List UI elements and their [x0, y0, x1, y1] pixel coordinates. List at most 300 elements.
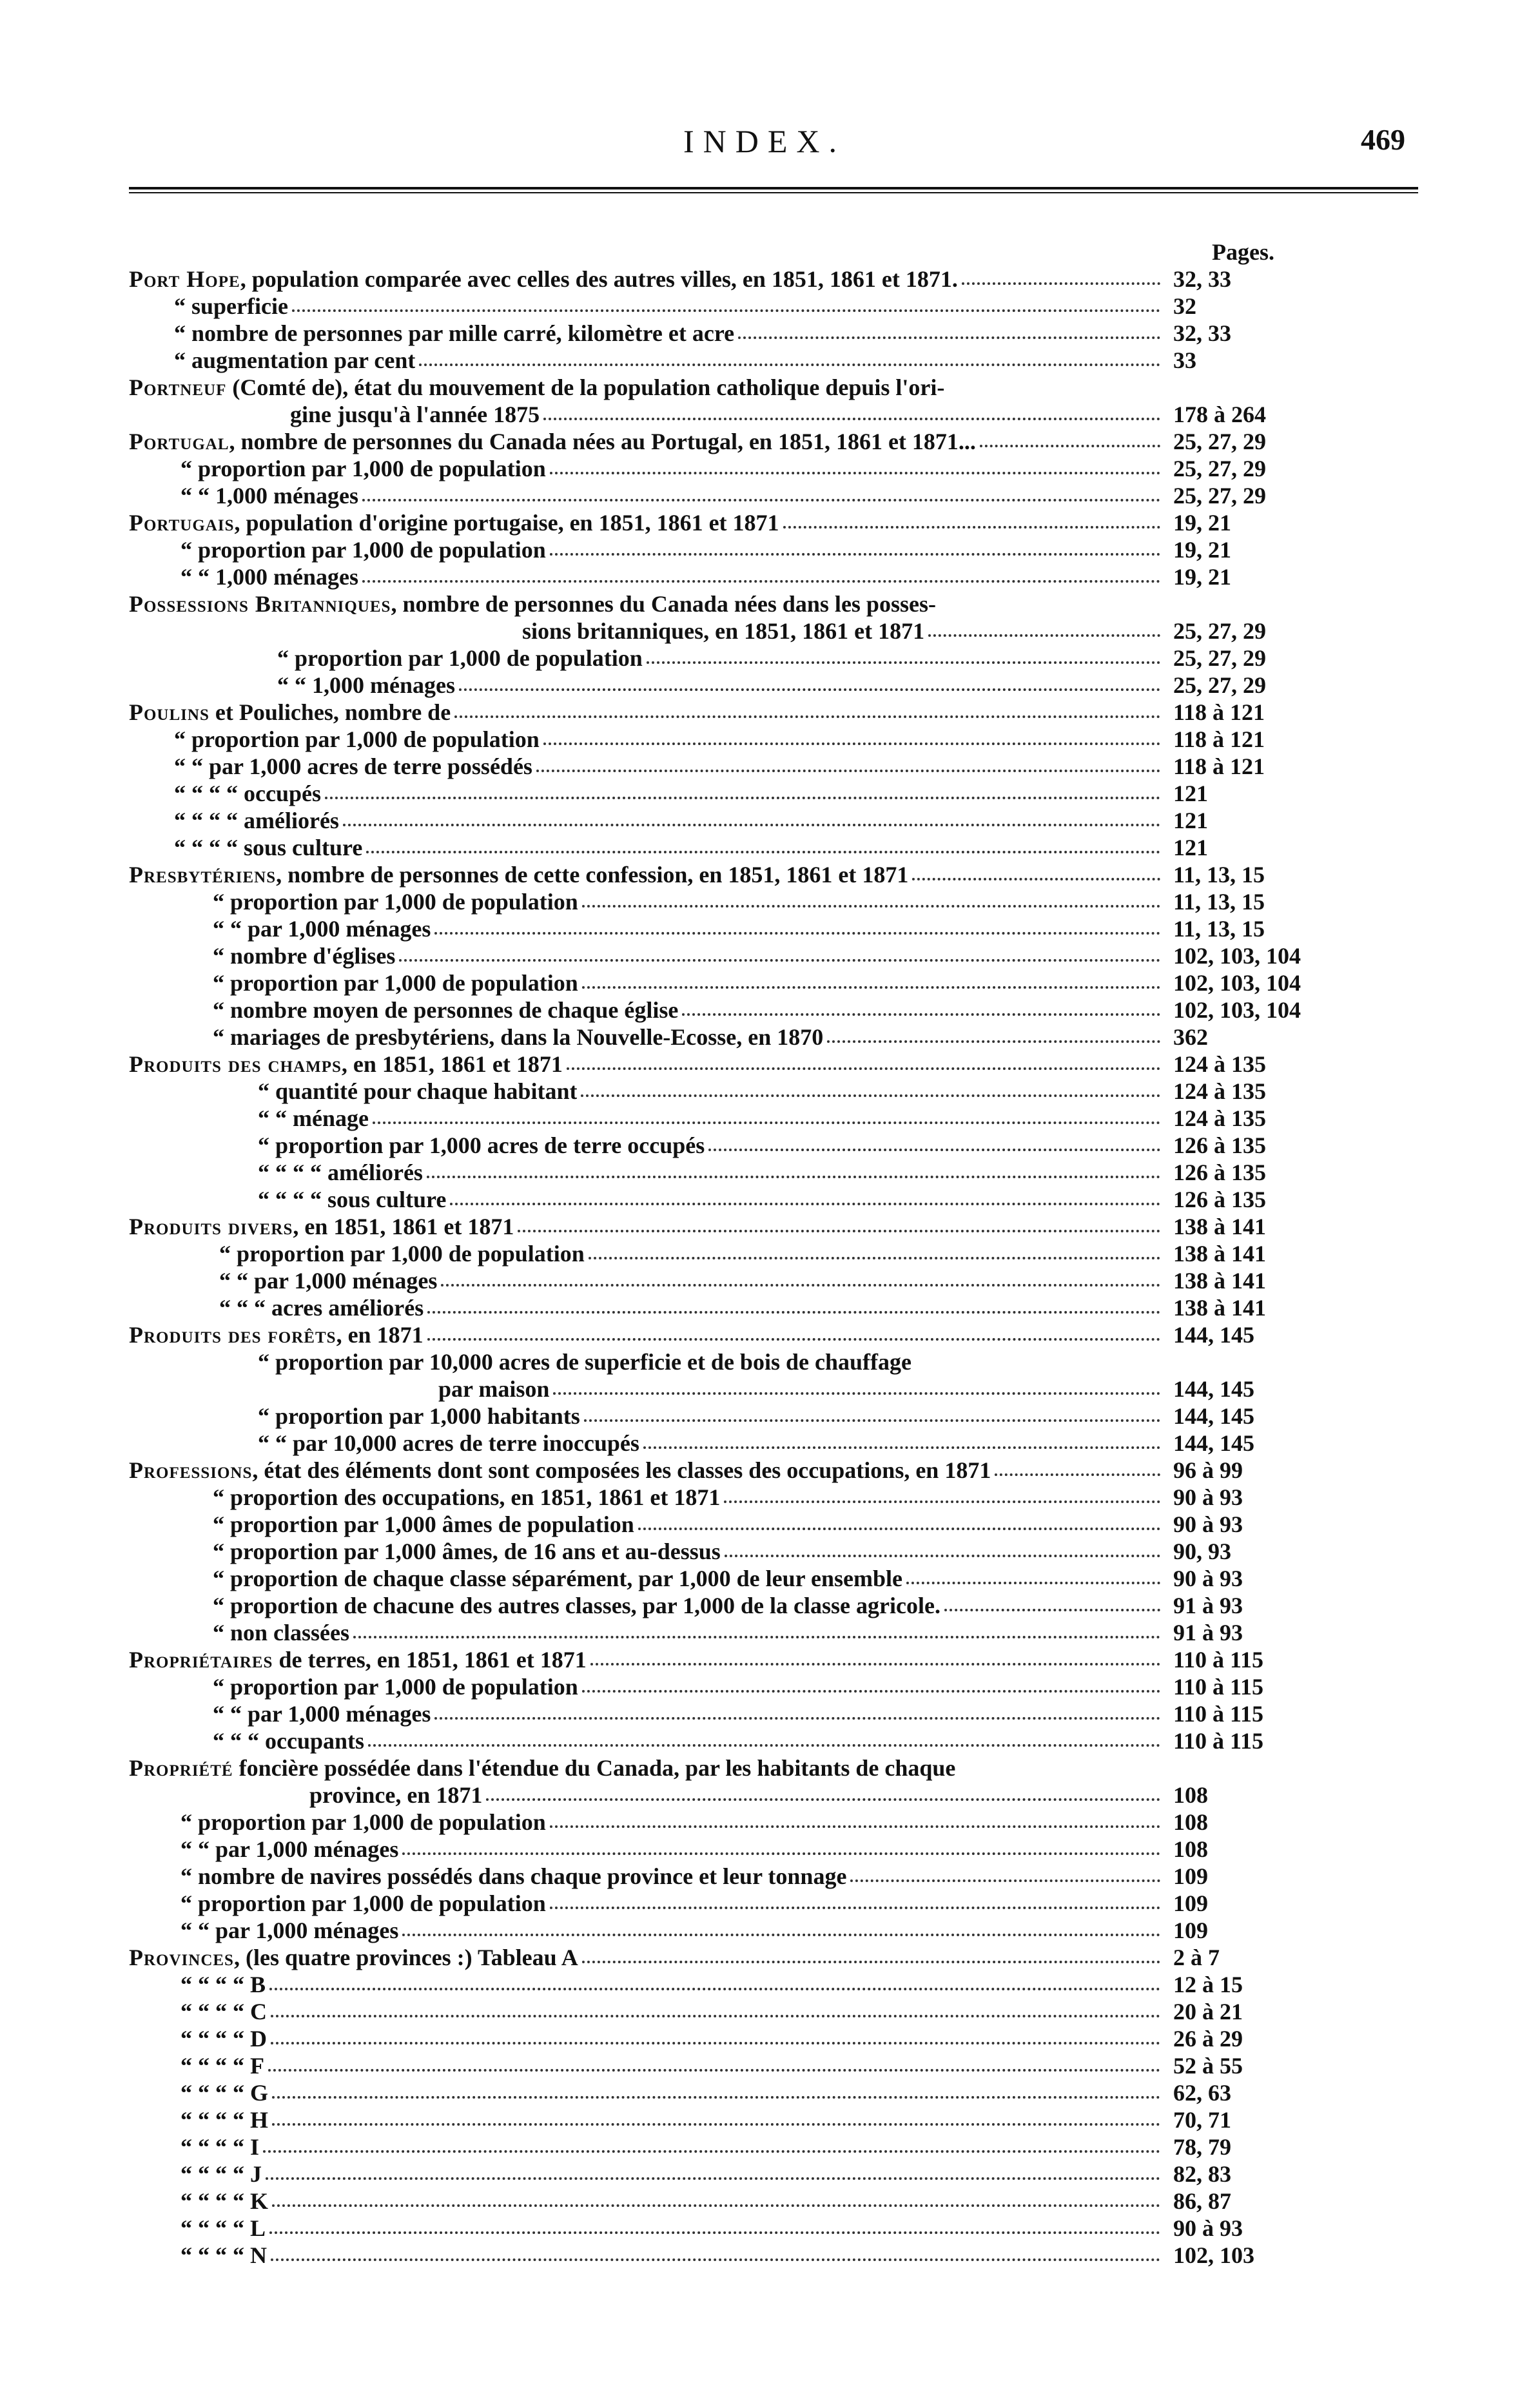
index-entry — [129, 915, 1354, 942]
dot-leader — [924, 617, 1164, 645]
entry-description: , (les quatre provinces :) Tableau A — [233, 1945, 578, 1970]
entry-description: “ proportion par 10,000 acres de superficie et de bois de chauffage — [258, 1349, 911, 1375]
entry-text — [174, 807, 339, 834]
index-entry — [129, 1917, 1354, 1944]
index-entry — [129, 1105, 1354, 1132]
entry-description: “ “ ménage — [258, 1105, 369, 1131]
entry-pages: 110 à 115 — [1173, 1701, 1264, 1727]
index-entry — [129, 1375, 1354, 1403]
dot-leader — [976, 428, 1164, 455]
dot-leader — [424, 1321, 1164, 1348]
dot-leader — [431, 1700, 1164, 1727]
index-entry — [129, 1700, 1354, 1727]
entry-pages: 126 à 135 — [1173, 1132, 1266, 1158]
entry-text — [129, 509, 779, 536]
entry-description: “ “ 1,000 ménages — [180, 564, 358, 590]
index-entry — [129, 1592, 1354, 1619]
dot-leader — [349, 1619, 1164, 1646]
dot-leader — [546, 1890, 1164, 1917]
dot-leader — [578, 1673, 1164, 1700]
dot-leader — [846, 1863, 1164, 1890]
entry-description: sions britanniques, en 1851, 1861 et 1871 — [522, 618, 925, 644]
entry-description: “ proportion par 1,000 âmes, de 16 ans et au-dessus — [213, 1539, 721, 1564]
entry-pages: 109 — [1173, 1890, 1208, 1916]
entry-text — [277, 645, 643, 672]
entry-description: “ “ par 1,000 ménages — [213, 1701, 431, 1727]
entry-heading: Portugal — [129, 429, 229, 454]
entry-text — [129, 699, 451, 726]
entry-text — [213, 969, 578, 996]
entry-description: “ “ “ acres améliorés — [219, 1295, 424, 1321]
entry-pages: 102, 103, 104 — [1173, 970, 1301, 996]
entry-description: “ “ “ “ améliorés — [174, 808, 339, 833]
entry-text — [129, 266, 958, 293]
entry-text — [213, 1592, 940, 1619]
entry-text — [174, 347, 415, 374]
index-entry — [129, 888, 1354, 915]
entry-text — [258, 1159, 423, 1186]
entry-text — [180, 1863, 846, 1890]
entry-text — [180, 1998, 267, 2025]
index-entry — [129, 2188, 1354, 2215]
entry-text — [180, 1836, 398, 1863]
entry-pages: 90 à 93 — [1173, 2215, 1243, 2241]
dot-leader — [423, 1159, 1164, 1186]
entry-description: “ nombre moyen de personnes de chaque église — [213, 997, 679, 1023]
dot-leader — [823, 1024, 1164, 1051]
dot-leader — [268, 2079, 1164, 2106]
dot-leader — [358, 563, 1164, 590]
index-entry — [129, 1457, 1354, 1484]
index-entry — [129, 2079, 1354, 2106]
index-entry — [129, 1024, 1354, 1051]
dot-leader — [578, 969, 1164, 996]
entry-pages: 20 à 21 — [1173, 1999, 1243, 2024]
dot-leader — [431, 915, 1164, 942]
entry-description: “ proportion par 1,000 de population — [180, 1809, 546, 1835]
entry-description: “ nombre d'églises — [213, 943, 396, 969]
index-entry — [129, 1403, 1354, 1430]
dot-leader — [267, 2242, 1164, 2269]
index-entry — [129, 266, 1354, 293]
entry-description: “ “ par 1,000 ménages — [219, 1268, 438, 1294]
entry-description: “ “ 1,000 ménages — [277, 672, 455, 698]
entry-text — [180, 2079, 268, 2106]
dot-leader — [415, 347, 1164, 374]
dot-leader — [268, 2188, 1164, 2215]
entry-text — [129, 428, 976, 455]
index-entry — [129, 1673, 1354, 1700]
entry-description: “ “ “ “ C — [180, 1999, 267, 2024]
page-title: INDEX. — [683, 123, 846, 159]
dot-leader — [546, 455, 1164, 482]
entry-text — [213, 1024, 823, 1051]
entry-text — [180, 2188, 268, 2215]
entry-text — [213, 1727, 364, 1754]
entry-text — [180, 2052, 264, 2079]
entry-description: , nombre de personnes de cette confession, en 1851, 1861 et 1871 — [276, 862, 909, 888]
index-entry — [129, 320, 1354, 347]
entry-description: “ “ “ “ sous culture — [174, 835, 363, 860]
entry-description: “ “ “ occupants — [213, 1728, 365, 1754]
entry-pages: 124 à 135 — [1173, 1051, 1266, 1077]
entry-text — [213, 1538, 721, 1565]
index-entry — [129, 1159, 1354, 1186]
dot-leader — [563, 1051, 1164, 1078]
entry-description: “ augmentation par cent — [174, 347, 416, 373]
entry-text — [258, 1430, 639, 1457]
entry-text — [174, 834, 362, 861]
entry-description: “ superficie — [174, 293, 288, 319]
entry-pages: 126 à 135 — [1173, 1187, 1266, 1212]
entry-description: “ proportion par 1,000 de population — [213, 889, 578, 915]
dot-leader — [587, 1646, 1164, 1673]
dot-leader — [532, 753, 1164, 780]
dot-leader — [482, 1782, 1164, 1809]
entry-description: “ quantité pour chaque habitant — [258, 1078, 578, 1104]
entry-description: “ proportion par 1,000 de population — [180, 456, 546, 481]
entry-text — [213, 915, 431, 942]
entry-text — [277, 672, 455, 699]
entry-description: “ mariages de presbytériens, dans la Nouvelle-Ecosse, en 1870 — [213, 1024, 824, 1050]
index-entry — [129, 2242, 1354, 2269]
entry-pages: 138 à 141 — [1173, 1214, 1266, 1239]
index-entry — [129, 672, 1354, 699]
index-entry — [129, 1213, 1354, 1240]
entry-heading: Propriété — [129, 1755, 233, 1781]
dot-leader — [398, 1917, 1164, 1944]
entry-description: , nombre de personnes du Canada nées au Portugal, en 1851, 1861 et 1871... — [229, 429, 976, 454]
entry-description: “ “ par 1,000 ménages — [180, 1836, 399, 1862]
entry-text — [129, 1646, 587, 1673]
page-number: 469 — [1361, 123, 1405, 156]
entry-pages: 19, 21 — [1173, 510, 1231, 536]
dot-leader — [678, 996, 1164, 1024]
dot-leader — [262, 2160, 1164, 2188]
entry-text — [438, 1375, 549, 1403]
entry-pages: 33 — [1173, 347, 1196, 373]
entry-pages: 110 à 115 — [1173, 1674, 1264, 1700]
entry-text — [129, 1051, 563, 1078]
entry-text — [180, 536, 546, 563]
entry-heading: Propriétaires — [129, 1647, 273, 1673]
entry-pages: 90 à 93 — [1173, 1484, 1243, 1510]
entry-heading: Produits divers — [129, 1214, 293, 1239]
entry-description: , en 1871 — [336, 1322, 424, 1348]
entry-pages: 144, 145 — [1173, 1403, 1254, 1429]
entry-pages: 121 — [1173, 781, 1208, 806]
entry-description: “ “ “ “ J — [180, 2161, 262, 2187]
dot-leader — [721, 1538, 1164, 1565]
entry-description: “ “ “ “ occupés — [174, 781, 321, 806]
entry-description: , en 1851, 1861 et 1871 — [341, 1051, 563, 1077]
entry-description: “ “ “ “ H — [180, 2107, 269, 2133]
dot-leader — [705, 1132, 1164, 1159]
entry-text — [213, 942, 395, 969]
entry-text — [180, 2242, 267, 2269]
dot-leader — [578, 888, 1164, 915]
entry-pages: 118 à 121 — [1173, 753, 1265, 779]
entry-text — [219, 1294, 424, 1321]
entry-text — [174, 780, 321, 807]
dot-leader — [358, 482, 1164, 509]
dot-leader — [540, 401, 1164, 428]
entry-description: “ proportion par 1,000 acres de terre occupés — [258, 1132, 705, 1158]
index-entry — [129, 1267, 1354, 1294]
entry-description: “ “ “ “ F — [180, 2053, 264, 2079]
entry-pages: 102, 103, 104 — [1173, 997, 1301, 1023]
entry-heading: Poulins — [129, 699, 209, 725]
entry-text — [180, 563, 358, 590]
entry-pages: 144, 145 — [1173, 1376, 1254, 1402]
entry-description: , population comparée avec celles des autres villes, en 1851, 1861 et 1871. — [240, 266, 958, 292]
entry-text — [180, 1971, 266, 1998]
entry-text — [180, 2025, 267, 2052]
entry-text — [180, 2215, 266, 2242]
entry-description: “ “ “ “ sous culture — [258, 1187, 447, 1212]
dot-leader — [779, 509, 1164, 536]
entry-heading: Produits des forêts — [129, 1322, 336, 1348]
entry-pages: 144, 145 — [1173, 1322, 1254, 1348]
entry-description: “ proportion par 1,000 de population — [180, 537, 546, 563]
dot-leader — [540, 726, 1164, 753]
entry-text — [174, 753, 532, 780]
dot-leader — [720, 1484, 1164, 1511]
entry-text — [180, 482, 358, 509]
entry-text — [213, 1619, 349, 1646]
index-entry — [129, 1890, 1354, 1917]
entry-pages: 91 à 93 — [1173, 1593, 1243, 1618]
index-entry — [129, 726, 1354, 753]
dot-leader — [268, 2106, 1164, 2133]
entry-pages: 25, 27, 29 — [1173, 456, 1266, 481]
index-entry — [129, 590, 1354, 617]
entry-text — [129, 1457, 991, 1484]
entry-description: “ nombre de personnes par mille carré, kilomètre et acre — [174, 320, 735, 346]
entry-pages: 96 à 99 — [1173, 1457, 1243, 1483]
entry-description: par maison — [438, 1376, 550, 1402]
entry-pages: 19, 21 — [1173, 537, 1231, 563]
entry-text — [258, 1348, 911, 1375]
index-entry — [129, 2160, 1354, 2188]
entry-text — [129, 590, 936, 617]
entry-text — [174, 293, 288, 320]
entry-description: “ nombre de navires possédés dans chaque province et leur tonnage — [180, 1863, 847, 1889]
dot-leader — [369, 1105, 1164, 1132]
entry-pages: 144, 145 — [1173, 1430, 1254, 1456]
entry-description: “ proportion de chacune des autres classes, par 1,000 de la classe agricole. — [213, 1593, 940, 1618]
index-entry — [129, 834, 1354, 861]
entry-description: “ “ par 1,000 ménages — [213, 916, 431, 942]
entry-text — [213, 1484, 720, 1511]
entry-text — [129, 861, 908, 888]
entry-text — [180, 1809, 546, 1836]
entry-pages: 11, 13, 15 — [1173, 889, 1265, 915]
entry-pages: 118 à 121 — [1173, 699, 1265, 725]
entry-pages: 90 à 93 — [1173, 1511, 1243, 1537]
index-entry — [129, 1132, 1354, 1159]
entry-pages: 108 — [1173, 1782, 1208, 1808]
entry-text — [258, 1186, 446, 1213]
index-entry — [129, 1754, 1354, 1782]
entry-pages: 90 à 93 — [1173, 1566, 1243, 1591]
entry-pages: 52 à 55 — [1173, 2053, 1243, 2079]
entry-text — [522, 617, 924, 645]
dot-leader — [578, 1944, 1164, 1971]
dot-leader — [546, 1809, 1164, 1836]
entry-description: “ “ par 1,000 acres de terre possédés — [174, 753, 532, 779]
entry-pages: 102, 103 — [1173, 2242, 1254, 2268]
index-entry — [129, 1782, 1354, 1809]
dot-leader — [339, 807, 1164, 834]
entry-text — [174, 320, 734, 347]
index-entry — [129, 645, 1354, 672]
index-entry — [129, 1809, 1354, 1836]
entry-pages: 32, 33 — [1173, 320, 1231, 346]
entry-text — [129, 1754, 955, 1782]
entry-description: “ proportion par 1,000 de population — [213, 1674, 578, 1700]
entry-pages: 25, 27, 29 — [1173, 645, 1266, 671]
entry-pages: 121 — [1173, 808, 1208, 833]
dot-leader — [424, 1294, 1164, 1321]
index-entry — [129, 536, 1354, 563]
entry-pages: 110 à 115 — [1173, 1647, 1264, 1673]
index-entry — [129, 2106, 1354, 2133]
entry-pages: 25, 27, 29 — [1173, 429, 1266, 454]
dot-leader — [446, 1186, 1164, 1213]
entry-pages: 138 à 141 — [1173, 1295, 1266, 1321]
entry-description: “ non classées — [213, 1620, 350, 1646]
index-entry — [129, 455, 1354, 482]
entry-pages: 86, 87 — [1173, 2188, 1231, 2214]
index-entry — [129, 1186, 1354, 1213]
index-entry — [129, 509, 1354, 536]
index-entry — [129, 2133, 1354, 2160]
entry-pages: 138 à 141 — [1173, 1241, 1266, 1267]
index-entry — [129, 996, 1354, 1024]
dot-leader — [991, 1457, 1164, 1484]
entry-heading: Professions — [129, 1457, 253, 1483]
entry-description: province, en 1871 — [309, 1782, 483, 1808]
entry-pages: 91 à 93 — [1173, 1620, 1243, 1646]
index-entry — [129, 1240, 1354, 1267]
dot-leader — [259, 2133, 1164, 2160]
entry-pages: 11, 13, 15 — [1173, 862, 1265, 888]
index-entry — [129, 1538, 1354, 1565]
dot-leader — [580, 1403, 1164, 1430]
entry-description: “ “ “ “ I — [180, 2134, 260, 2160]
entry-pages: 12 à 15 — [1173, 1972, 1243, 1997]
entry-pages: 110 à 115 — [1173, 1728, 1264, 1754]
entry-description: “ “ “ “ G — [180, 2080, 269, 2106]
index-entry — [129, 1051, 1354, 1078]
entry-pages: 124 à 135 — [1173, 1105, 1266, 1131]
dot-leader — [734, 320, 1164, 347]
entry-description: “ “ 1,000 ménages — [180, 483, 358, 509]
index-entry — [129, 1646, 1354, 1673]
index-entry — [129, 1078, 1354, 1105]
index-entry — [129, 428, 1354, 455]
entry-text — [180, 2133, 259, 2160]
entry-pages: 124 à 135 — [1173, 1078, 1266, 1104]
entry-text — [129, 1321, 424, 1348]
entry-pages: 25, 27, 29 — [1173, 483, 1266, 509]
entry-text — [180, 2106, 268, 2133]
header-rule — [129, 187, 1418, 193]
dot-leader — [395, 942, 1164, 969]
entry-description: “ proportion par 1,000 de population — [180, 1890, 546, 1916]
entry-heading: Possessions Britanniques — [129, 591, 391, 617]
dot-leader — [455, 672, 1164, 699]
entry-description: “ proportion par 1,000 de population — [277, 645, 643, 671]
index-entry — [129, 1727, 1354, 1754]
dot-leader — [958, 266, 1164, 293]
dot-leader — [288, 293, 1164, 320]
entry-description: “ proportion par 1,000 de population — [174, 726, 540, 752]
entry-text — [213, 1673, 578, 1700]
entry-pages: 19, 21 — [1173, 564, 1231, 590]
entry-pages: 138 à 141 — [1173, 1268, 1266, 1294]
dot-leader — [585, 1240, 1164, 1267]
index-entry — [129, 753, 1354, 780]
index-entry — [129, 861, 1354, 888]
dot-leader — [364, 1727, 1164, 1754]
entry-description: , en 1851, 1861 et 1871 — [293, 1214, 514, 1239]
page-header — [129, 122, 1418, 168]
entry-pages: 25, 27, 29 — [1173, 618, 1266, 644]
entry-heading: Provinces — [129, 1945, 234, 1970]
index-entry — [129, 2052, 1354, 2079]
entry-text — [213, 996, 678, 1024]
entry-text — [309, 1782, 482, 1809]
entry-description: “ proportion par 1,000 de population — [213, 970, 578, 996]
dot-leader — [940, 1592, 1164, 1619]
index-entry — [129, 1619, 1354, 1646]
index-entry — [129, 293, 1354, 320]
entry-text — [258, 1132, 705, 1159]
index-entries — [129, 266, 1354, 2269]
entry-description: “ proportion de chaque classe séparément, par 1,000 de leur ensemble — [213, 1566, 902, 1591]
entry-text — [180, 2160, 262, 2188]
entry-description: (Comté de), état du mouvement de la population catholique depuis l'ori- — [226, 374, 945, 400]
entry-heading: Portneuf — [129, 374, 227, 400]
entry-text — [290, 401, 540, 428]
dot-leader — [514, 1213, 1164, 1240]
entry-text — [219, 1240, 585, 1267]
dot-leader — [549, 1375, 1164, 1403]
entry-pages: 109 — [1173, 1918, 1208, 1943]
entry-description: “ proportion par 1,000 habitants — [258, 1403, 580, 1429]
entry-pages: 102, 103, 104 — [1173, 943, 1301, 969]
index-entry — [129, 374, 1354, 401]
index-entry — [129, 807, 1354, 834]
index-entry — [129, 1430, 1354, 1457]
dot-leader — [266, 2215, 1164, 2242]
entry-text — [258, 1403, 580, 1430]
index-entry — [129, 1863, 1354, 1890]
index-entry — [129, 1511, 1354, 1538]
entry-text — [258, 1105, 369, 1132]
entry-text — [213, 1565, 902, 1592]
dot-leader — [321, 780, 1164, 807]
entry-description: , nombre de personnes du Canada nées dans les posses- — [391, 591, 936, 617]
entry-pages: 82, 83 — [1173, 2161, 1231, 2187]
entry-text — [258, 1078, 577, 1105]
entry-pages: 11, 13, 15 — [1173, 916, 1265, 942]
dot-leader — [264, 2052, 1164, 2079]
entry-text — [180, 1917, 398, 1944]
index-entry — [129, 563, 1354, 590]
